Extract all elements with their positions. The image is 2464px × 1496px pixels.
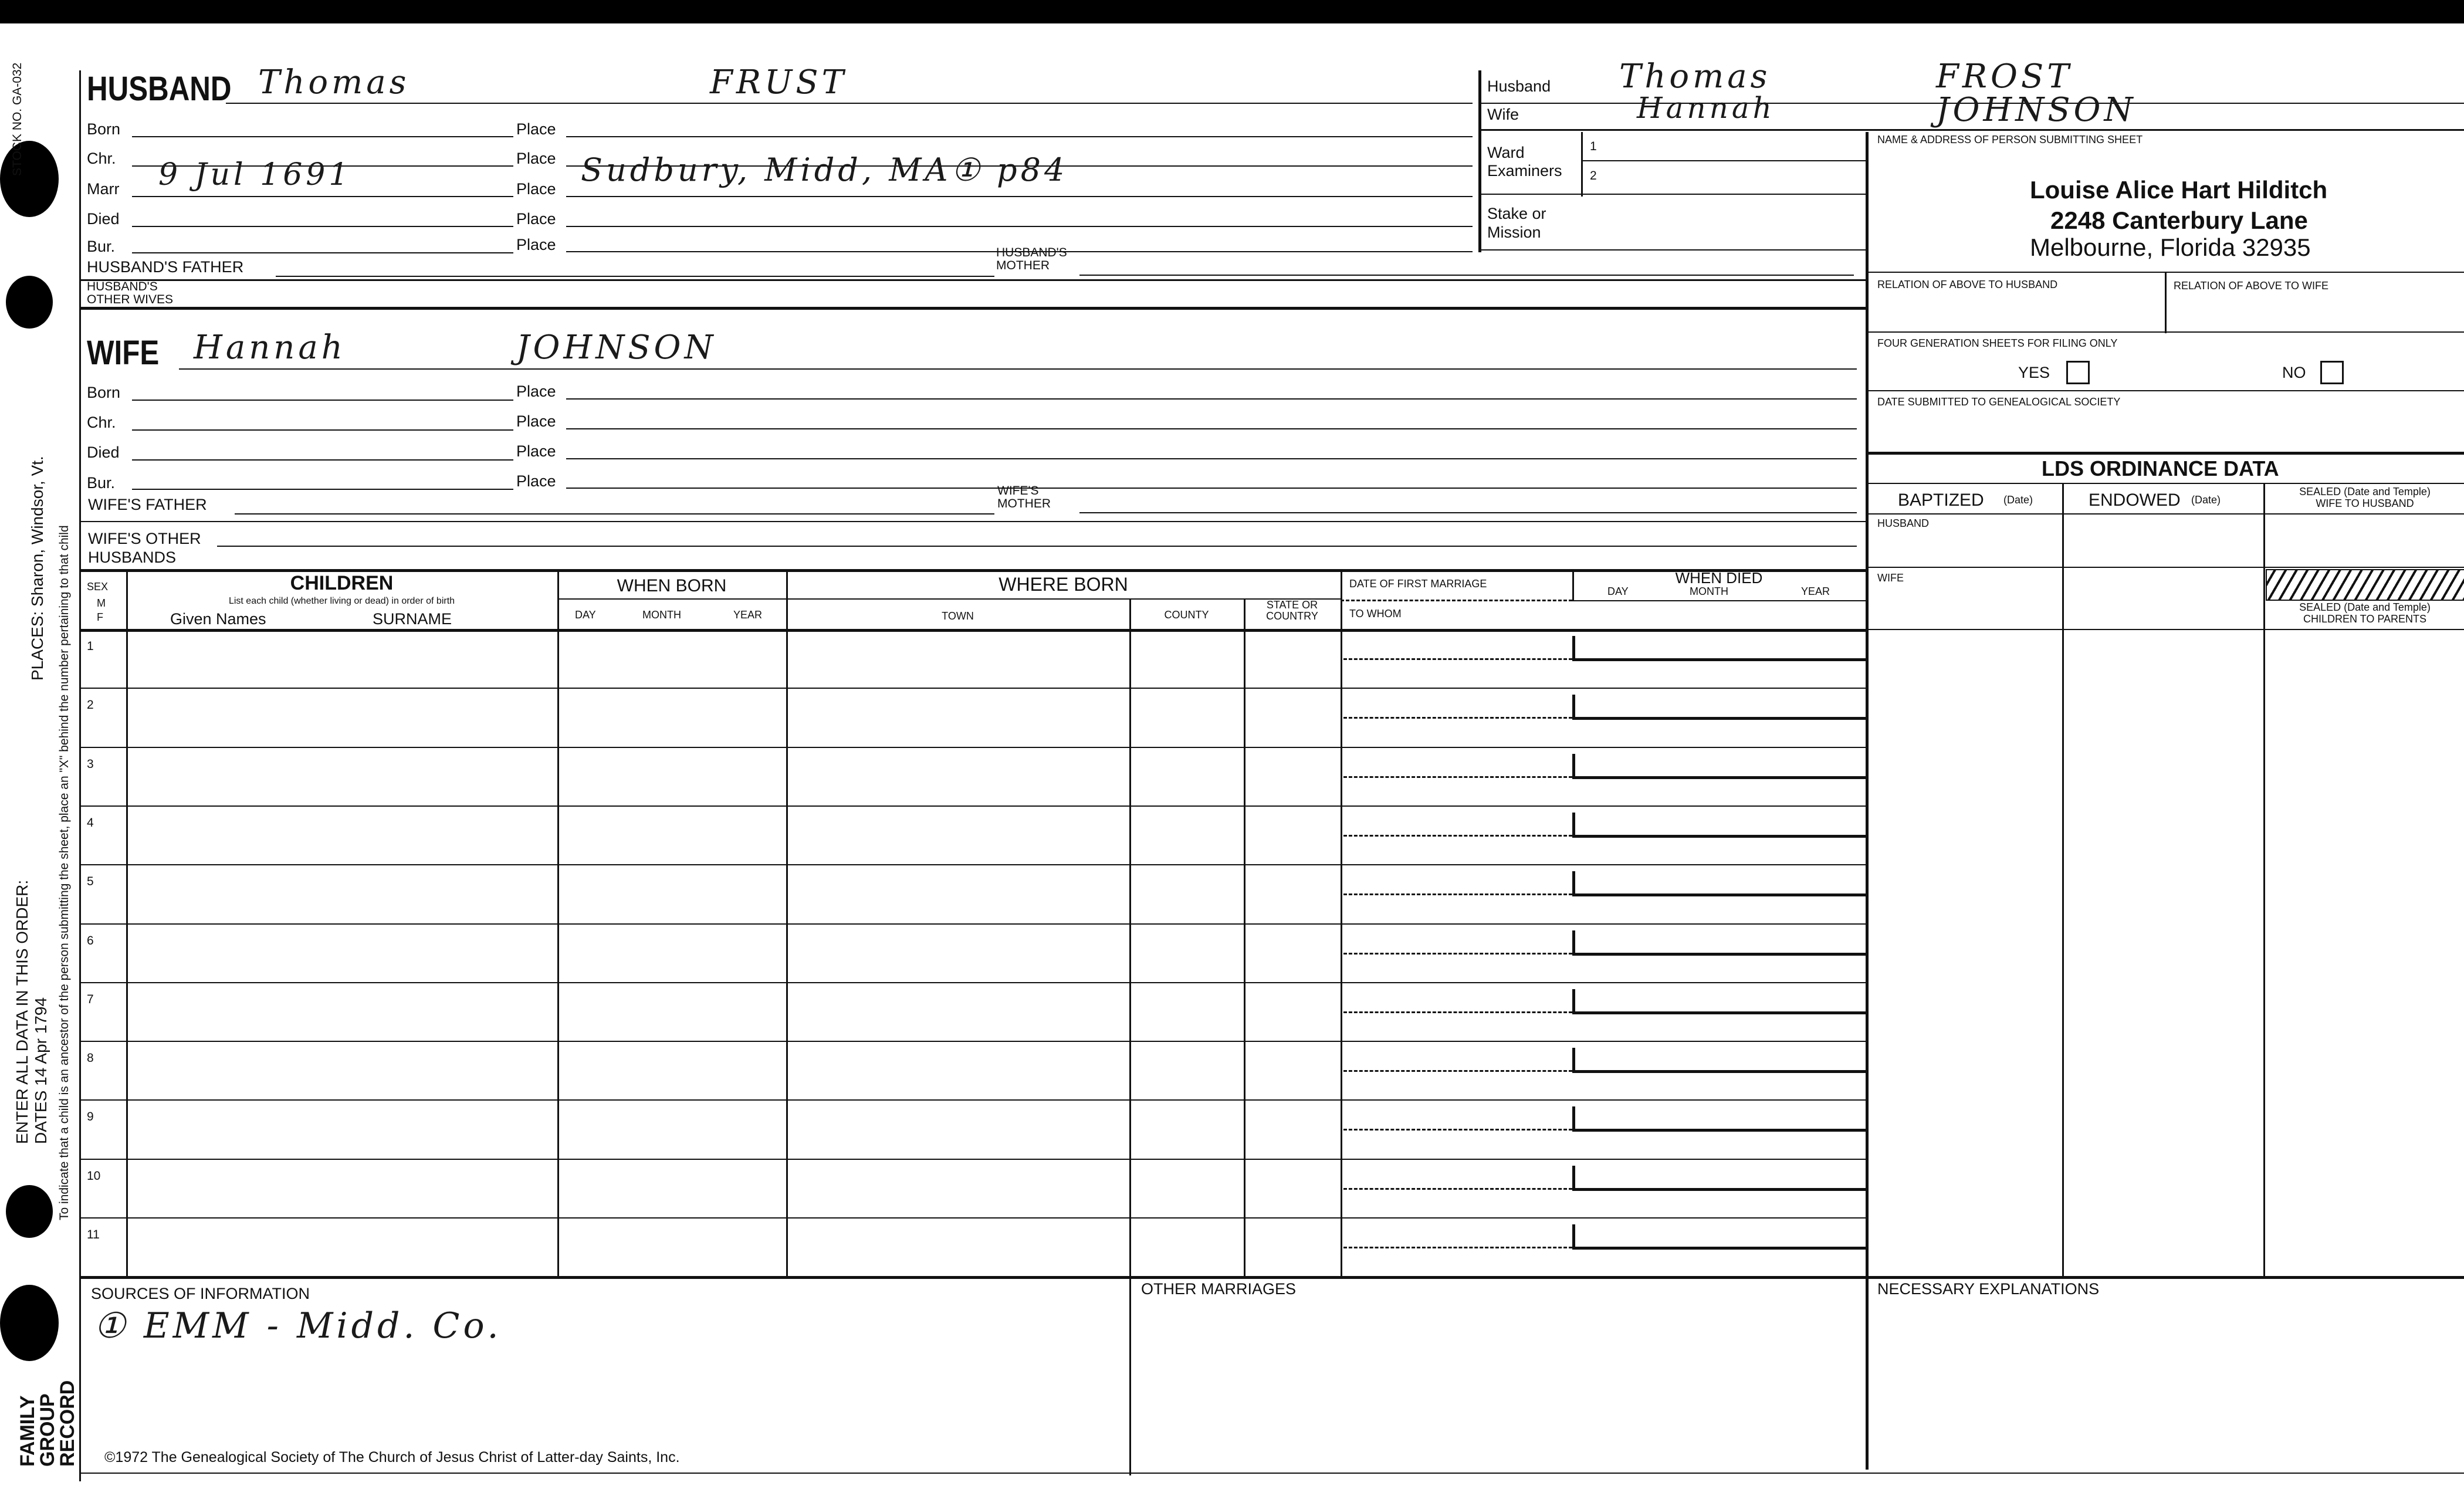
hatched-cell (2266, 569, 2464, 601)
wife-chr-place-label: Place (516, 412, 556, 430)
rule (1869, 390, 2464, 391)
marriage-dash (1343, 835, 1572, 837)
sex-f-label: F (97, 611, 103, 623)
child-row-rule (79, 747, 1866, 748)
child-row-number: 10 (87, 1169, 101, 1183)
death-date-cell[interactable] (1572, 1224, 1869, 1250)
rule (1869, 567, 2464, 568)
col-divider (1244, 598, 1245, 1276)
copyright: ©1972 The Genealogical Society of The Church of Jesus Christ of Latter-day Saints, Inc. (104, 1449, 680, 1465)
child-row-rule (79, 923, 1866, 925)
marriage-dash (1343, 658, 1572, 660)
wife-other-husbands-line[interactable] (217, 546, 1857, 547)
stake-mission-label: Stake or Mission (1487, 205, 1546, 241)
death-date-cell[interactable] (1572, 636, 1869, 661)
wife-born-place-label: Place (516, 383, 556, 400)
town-label: TOWN (942, 610, 974, 622)
marriage-dash (1343, 1011, 1572, 1013)
when-born-label: WHEN BORN (617, 576, 727, 595)
col-divider (557, 569, 559, 1276)
rule (79, 521, 1866, 522)
wife-bur-line[interactable] (132, 489, 513, 490)
wife-heading: WIFE (87, 334, 160, 372)
header-husband-surname[interactable]: FROST (1936, 57, 2073, 96)
marriage-dash (1343, 1247, 1572, 1248)
where-born-label: WHERE BORN (999, 574, 1128, 595)
husband-bur-place-label: Place (516, 236, 556, 253)
sex-m-label: M (97, 597, 106, 609)
born-day-label: DAY (575, 609, 596, 621)
header-wife-surname[interactable]: JOHNSON (1936, 91, 2137, 129)
wife-father-line[interactable] (235, 513, 994, 515)
rule (79, 629, 1866, 632)
side-ancestor-note: To indicate that a child is an ancestor of the person submitting the sheet, place an "X" behind the number pertaining to that child (57, 525, 71, 1220)
marriage-dash (1343, 1070, 1572, 1072)
child-row-rule (79, 805, 1866, 807)
wife-mother-label: WIFE'S MOTHER (997, 484, 1051, 510)
husband-bur-line[interactable] (132, 252, 513, 253)
wife-other-husbands-label: WIFE'S OTHER HUSBANDS (88, 530, 201, 566)
submitter-label: NAME & ADDRESS OF PERSON SUBMITTING SHEET (1877, 134, 2143, 145)
bottom-divider (1129, 1276, 1131, 1475)
examiner-divider (1581, 132, 1583, 197)
marriage-dash (1343, 1129, 1572, 1131)
wife-chr-line[interactable] (132, 429, 513, 431)
child-row-rule (79, 688, 1866, 689)
marriage-dash (1343, 893, 1572, 895)
examiner-1: 1 (1590, 140, 1597, 153)
wife-bur-place-label: Place (516, 472, 556, 490)
husband-mother-label: HUSBAND'S MOTHER (996, 246, 1067, 272)
husband-died-line[interactable] (132, 226, 513, 227)
husband-name-line (226, 103, 1473, 104)
lds-husband-label: HUSBAND (1877, 517, 1930, 529)
frame-divider (1478, 70, 1481, 252)
frame-right-divider (1866, 132, 1869, 1470)
husband-father-line[interactable] (276, 276, 994, 277)
husband-marr-place-label: Place (516, 180, 556, 198)
no-checkbox[interactable] (2320, 361, 2344, 384)
col-divider (1341, 569, 1342, 1276)
husband-marriage-place[interactable]: Sudbury, Midd, MA① p84 (581, 151, 1068, 188)
child-row-number: 9 (87, 1110, 94, 1124)
relation-wife-label: RELATION OF ABOVE TO WIFE (2174, 280, 2329, 292)
side-places: PLACES: Sharon, Windsor, Vt. (28, 456, 46, 681)
died-year-label: YEAR (1801, 585, 1830, 597)
wife-chr-label: Chr. (87, 414, 116, 431)
husband-chr-label: Chr. (87, 150, 116, 167)
to-whom-label: TO WHOM (1349, 608, 1402, 620)
rule (1572, 600, 1866, 601)
husband-heading: HUSBAND (87, 70, 232, 108)
sealed-wife-label: SEALED (Date and Temple) WIFE TO HUSBAND (2299, 486, 2431, 509)
lds-wife-label: WIFE (1877, 572, 1904, 584)
wife-bur-label: Bur. (87, 474, 116, 492)
header-wife-given[interactable]: Hannah (1637, 91, 1775, 125)
husband-marriage-date[interactable]: 9 Jul 1691 (158, 157, 352, 192)
county-label: COUNTY (1164, 609, 1209, 621)
endowed-label: ENDOWED (2089, 490, 2181, 510)
rule (557, 598, 786, 600)
punch-hole (6, 1185, 53, 1238)
relation-divider (2165, 272, 2167, 333)
death-date-cell[interactable] (1572, 813, 1869, 838)
state-country-label: STATE OR COUNTRY (1266, 599, 1318, 622)
husband-born-place-label: Place (516, 120, 556, 138)
child-row-rule (79, 1099, 1866, 1101)
header-dash (1341, 600, 1572, 601)
child-row-rule (79, 1041, 1866, 1042)
scan-top-edge (0, 0, 2464, 23)
husband-marr-line[interactable] (132, 196, 513, 197)
husband-marr-label: Marr (87, 180, 120, 198)
rule (79, 307, 1866, 310)
header-husband-label: Husband (1487, 77, 1551, 95)
wife-died-line[interactable] (132, 459, 513, 461)
surname-label: SURNAME (373, 610, 452, 628)
death-date-cell[interactable] (1572, 754, 1869, 779)
four-generation-label: FOUR GENERATION SHEETS FOR FILING ONLY (1877, 337, 2118, 349)
child-row-number: 5 (87, 875, 94, 889)
side-title: FAMILY GROUP RECORD (16, 1380, 79, 1467)
other-marriages-label: OTHER MARRIAGES (1141, 1280, 1297, 1298)
wife-mother-line[interactable] (1079, 512, 1857, 513)
born-year-label: YEAR (733, 609, 763, 621)
death-date-cell[interactable] (1572, 989, 1869, 1014)
died-day-label: DAY (1607, 585, 1629, 597)
sex-label: SEX (87, 581, 109, 593)
child-row-number: 7 (87, 992, 94, 1006)
wife-born-place-line[interactable] (566, 398, 1857, 400)
relation-husband-label: RELATION OF ABOVE TO HUSBAND (1877, 279, 2058, 290)
husband-died-label: Died (87, 210, 120, 228)
died-month-label: MONTH (1690, 585, 1728, 597)
wife-died-place-line[interactable] (566, 458, 1857, 459)
husband-given-name[interactable]: Thomas (258, 63, 410, 101)
wife-died-place-label: Place (516, 442, 556, 460)
child-row-rule (79, 982, 1866, 983)
rule (1581, 160, 1866, 161)
rule (79, 279, 1866, 281)
submitter-street[interactable]: 2248 Canterbury Lane (2050, 207, 2308, 234)
child-row-number: 11 (87, 1228, 100, 1241)
sources-label: SOURCES OF INFORMATION (91, 1285, 310, 1302)
stock-number: STOCK NO. GA-032 (11, 62, 24, 176)
punch-hole (0, 141, 59, 217)
child-row-number: 8 (87, 1051, 94, 1065)
wife-chr-place-line[interactable] (566, 428, 1857, 429)
col-divider (786, 569, 788, 1276)
husband-chr-place-label: Place (516, 150, 556, 167)
husband-marr-place-line[interactable] (566, 196, 1473, 197)
husband-father-label: HUSBAND'S FATHER (87, 258, 244, 276)
examiner-2: 2 (1590, 169, 1597, 182)
submitter-city[interactable]: Melbourne, Florida 32935 (2030, 233, 2311, 261)
baptized-label: BAPTIZED (1898, 490, 1984, 510)
wife-given-name[interactable]: Hannah (194, 329, 346, 367)
rule (1478, 194, 1866, 195)
rule (79, 1276, 2464, 1279)
rule (1869, 629, 2464, 630)
husband-born-line[interactable] (132, 136, 513, 137)
explanations-label: NECESSARY EXPLANATIONS (1877, 1280, 2100, 1298)
children-instruction: List each child (whether living or dead) in order of birth (228, 596, 455, 606)
yes-checkbox[interactable] (2066, 361, 2090, 384)
wife-born-label: Born (87, 384, 121, 401)
child-row-number: 1 (87, 639, 94, 653)
child-row-number: 6 (87, 933, 94, 947)
child-row-number: 4 (87, 815, 94, 830)
no-label: NO (2282, 364, 2306, 381)
punch-hole (0, 1285, 59, 1361)
rule (1869, 452, 2464, 455)
wife-father-label: WIFE'S FATHER (88, 496, 207, 513)
husband-mother-line[interactable] (1079, 275, 1854, 276)
lds-col-divider (2062, 483, 2064, 1276)
child-row-rule (79, 1217, 1866, 1219)
col-divider (126, 569, 128, 1276)
punch-hole (6, 276, 53, 329)
husband-died-place-label: Place (516, 210, 556, 228)
husband-other-wives-label: HUSBAND'S OTHER WIVES (87, 280, 174, 306)
date-submitted-label: DATE SUBMITTED TO GENEALOGICAL SOCIETY (1877, 396, 2121, 408)
ward-label: Ward (1487, 144, 1525, 161)
death-date-cell[interactable] (1572, 1048, 1869, 1073)
marriage-dash (1343, 1188, 1572, 1190)
wife-died-label: Died (87, 444, 120, 461)
husband-bur-label: Bur. (87, 238, 116, 255)
child-row-number: 2 (87, 698, 94, 712)
examiners-label: Examiners (1487, 162, 1562, 180)
child-row-rule (79, 1159, 1866, 1160)
lds-title: LDS ORDINANCE DATA (2042, 456, 2279, 480)
rule (1869, 483, 2464, 484)
rule (1869, 331, 2464, 333)
endowed-date-label: (Date) (2191, 494, 2221, 506)
child-row-number: 3 (87, 757, 94, 771)
when-died-label: WHEN DIED (1675, 569, 1763, 587)
side-order-instructions: ENTER ALL DATA IN THIS ORDER: DATES 14 Apr 1794 (13, 879, 50, 1144)
husband-died-place-line[interactable] (566, 226, 1473, 227)
rule (79, 1473, 2464, 1474)
rule (1478, 249, 1866, 251)
husband-born-label: Born (87, 120, 121, 138)
wife-name-line (179, 368, 1857, 370)
marriage-dash (1343, 953, 1572, 955)
rule (1478, 129, 2464, 131)
baptized-date-label: (Date) (2003, 494, 2033, 506)
col-divider (1129, 598, 1131, 1276)
sources-value[interactable]: ① EMM - Midd. Co. (94, 1305, 502, 1346)
first-marriage-label: DATE OF FIRST MARRIAGE (1349, 578, 1487, 590)
death-date-cell[interactable] (1572, 1106, 1869, 1132)
given-names-label: Given Names (170, 610, 266, 628)
child-row-rule (79, 864, 1866, 865)
born-month-label: MONTH (642, 609, 681, 621)
husband-born-place-line[interactable] (566, 136, 1473, 137)
death-date-cell[interactable] (1572, 695, 1869, 720)
submitter-name[interactable]: Louise Alice Hart Hilditch (2030, 176, 2328, 204)
wife-surname[interactable]: JOHNSON (516, 329, 717, 367)
husband-surname[interactable]: FRUST (710, 63, 847, 101)
sealed-children-label: SEALED (Date and Temple) CHILDREN TO PARENTS (2299, 601, 2431, 625)
header-wife-label: Wife (1487, 106, 1519, 123)
frame-left (79, 70, 81, 1481)
yes-label: YES (2018, 364, 2050, 381)
death-date-cell[interactable] (1572, 930, 1869, 956)
death-date-cell[interactable] (1572, 871, 1869, 896)
children-title: CHILDREN (290, 572, 394, 594)
death-date-cell[interactable] (1572, 1166, 1869, 1191)
wife-born-line[interactable] (132, 400, 513, 401)
wife-bur-place-line[interactable] (566, 488, 1857, 489)
header-husband-given[interactable]: Thomas (1619, 57, 1771, 96)
marriage-dash (1343, 776, 1572, 778)
rule (1869, 513, 2464, 515)
marriage-dash (1343, 717, 1572, 719)
lds-col-divider (2263, 483, 2265, 1276)
